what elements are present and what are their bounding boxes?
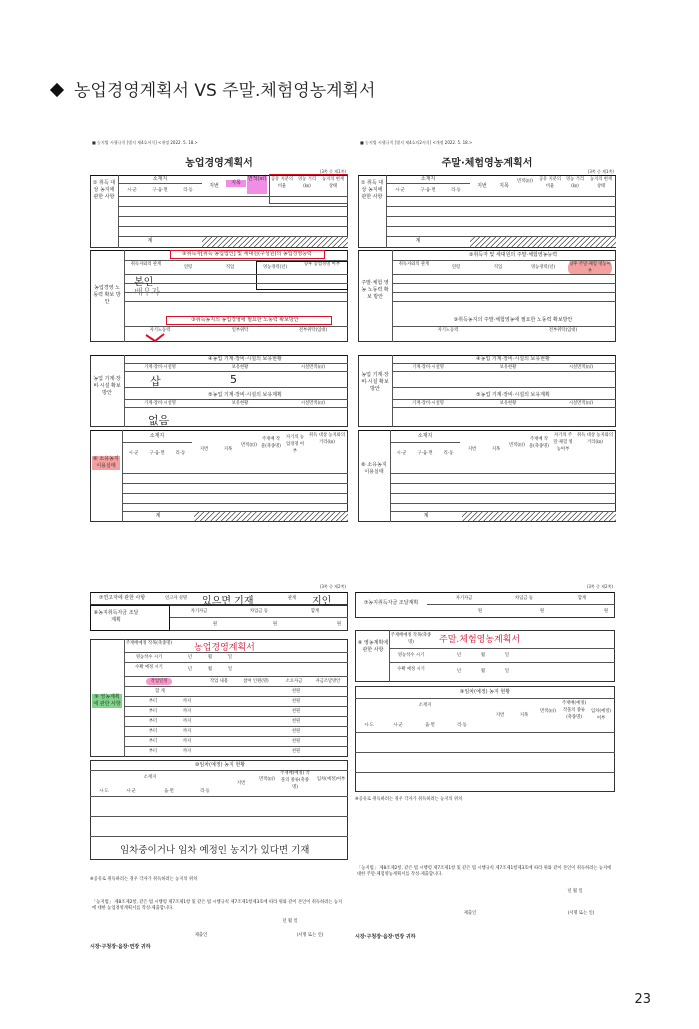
handwritten-none: 없음	[148, 414, 170, 427]
hatched-area-2	[194, 512, 348, 521]
col-ri-dong: 리·동	[183, 188, 193, 193]
col-loan: 차입금 등	[515, 596, 533, 601]
date-line: 년 월 일	[567, 889, 583, 894]
section-7-label: ⑦농지취득자금 조달계획	[363, 600, 419, 606]
col-gu-eup: 구·읍·면	[152, 188, 168, 193]
declaration: 「농지법」 제8조제2항, 같은 법 시행령 제7조제1항 및 같은 법 시행규칙 제7조제1항제3호에 따라 위와 같이 본인이 취득하려는 농지에 대한 농업경영계획서를 작성·제출합니다.	[92, 900, 343, 911]
col-area: 면적(㎡)	[517, 179, 533, 184]
diamond-bullet-icon	[50, 83, 64, 97]
from-4: 부터	[148, 729, 158, 734]
day-1: 일	[504, 653, 510, 658]
sign-label: (서명 또는 인)	[567, 911, 595, 916]
col-holding-2: 보유현황	[231, 401, 249, 406]
row-start-date: 영농착수 시기	[397, 653, 425, 658]
thousand-total: 천원	[291, 689, 301, 694]
col4-weekend-farming: 자기의 주말·체험 영농여부	[553, 433, 573, 452]
section-3-row2: ⑤농업 기계·장비·시설의 보유계획	[476, 392, 550, 398]
col-category: 지목	[499, 183, 509, 189]
year-1: 년	[456, 653, 462, 658]
until-5: 까지	[182, 739, 192, 744]
relation-label: 관계	[287, 596, 297, 601]
col-machine: 기계·장비·시설명	[412, 365, 444, 370]
col-total: 합계	[310, 609, 320, 614]
col9-ri-dong: 리·동	[457, 723, 467, 728]
col-machine-2: 기계·장비·시설명	[144, 401, 176, 406]
hatched-area	[470, 237, 616, 247]
section-2-row2: ③취득농지의 주말·체험영농에 필요한 노동력 확보방안	[453, 317, 573, 323]
form-header-note: ■ 농지법 시행규칙 [별지 제4호의2서식] <개정 2022. 5. 18.>	[360, 140, 473, 145]
col10-location: 소재지	[143, 775, 157, 780]
total-label-2: 계	[423, 513, 429, 519]
common-note: ※공유로 취득하려는 경우 각자가 취득하려는 농지의 위치	[355, 797, 463, 802]
col4-gu-eup: 구·읍·면	[149, 451, 165, 456]
weekend-farming-plan-form	[358, 140, 616, 525]
col4-lot: 지번	[467, 447, 477, 452]
total-label-2: 계	[155, 513, 161, 519]
highlight-share-distance-status	[269, 174, 348, 204]
col4-si-gun: 시·군	[128, 451, 139, 456]
col4-self-farming: 자기의 농업경영 여부	[286, 435, 304, 454]
until-6: 까지	[182, 749, 192, 754]
col10-ri-dong: 리·동	[200, 789, 210, 794]
from-6: 부터	[148, 749, 158, 754]
submitter-label: 제출인	[463, 911, 477, 916]
col-future-weekend-farming: 향후 주말·체험 영농여부	[569, 262, 611, 274]
col4-area: 면적(㎡)	[241, 443, 257, 448]
thousand-6: 천원	[291, 749, 301, 754]
thousand-5: 천원	[291, 739, 301, 744]
month-2: 월	[207, 667, 213, 672]
col-lot: 지번	[477, 183, 487, 189]
col-relation: 취득자와의 관계	[398, 262, 430, 267]
col9-eup-myeon: 읍·면	[425, 723, 435, 728]
handwritten-self: 본인	[134, 277, 154, 288]
farm-management-plan-form	[90, 140, 348, 525]
recipient: 시장·구청장·읍장·면장 귀하	[90, 944, 151, 950]
won-2: 원	[539, 609, 545, 614]
col-area: 면적(㎡)	[247, 176, 267, 194]
col-job: 직업	[225, 265, 235, 270]
col4-si-gun: 시·군	[396, 451, 407, 456]
col4-category: 지목	[223, 447, 233, 452]
highlight-experience-future	[256, 261, 348, 290]
year-2: 년	[187, 667, 193, 672]
col-age: 연령	[183, 265, 193, 270]
day-2: 일	[227, 667, 233, 672]
handwritten-lease-note: 임차중이거나 임차 예정인 농지가 있다면 기재	[120, 845, 310, 856]
col9-category: 지목	[519, 713, 529, 718]
year-1: 년	[187, 655, 193, 660]
col-loan: 차입금 등	[250, 609, 268, 614]
col-holding: 보유현황	[499, 365, 517, 370]
won-3: 원	[603, 609, 609, 614]
until-2: 까지	[182, 709, 192, 714]
col-facility-area: 시설면적(㎡)	[568, 365, 594, 370]
col-job: 직업	[493, 265, 503, 270]
col-age: 연령	[451, 265, 461, 270]
handwritten-acquaintance: 지인	[312, 596, 332, 607]
col10-lease: 임차(예정)여부	[316, 777, 346, 782]
col10-si-gun: 시·군	[126, 789, 136, 794]
row-main-crop: 주재배예정 작목(축종명)	[390, 633, 432, 645]
form-title: 농업경영계획서	[185, 158, 253, 169]
col-partial-consign: 일부위탁	[231, 328, 249, 333]
page-number: 23	[634, 992, 651, 1007]
col-cost: 소요자금	[285, 679, 303, 684]
highlight-capability	[170, 250, 325, 259]
col4-category: 지목	[491, 447, 501, 452]
col-future-farming: 향후 농업경영 여부	[304, 262, 340, 267]
col4-crop: 주재배 작물(축종명)	[529, 437, 549, 449]
thousand-1: 천원	[291, 699, 301, 704]
section-4-label: ⑥ 소유농지 이용실태	[93, 456, 119, 469]
until-1: 까지	[182, 699, 192, 704]
row-schedule: 작업일정	[146, 678, 172, 685]
won-1: 원	[477, 609, 483, 614]
col-share: 공유 지분의 비율	[538, 177, 562, 189]
relative-label: ⑦연고자에 관한 사항	[98, 595, 146, 601]
highlight-labor	[166, 316, 332, 325]
section-4-label: ⑥ 소유농지 이용실태	[361, 462, 387, 475]
declaration: 「농지법」 제8조제2항, 같은 법 시행령 제7조제1항 및 같은 법 시행규칙 제7조제1항제3호에 따라 위와 같이 본인이 취득하려는 농지에 대한 주말·체험영농계획서를 작성·제출합니다.	[357, 866, 612, 877]
col-facility-area: 시설면적(㎡)	[300, 365, 326, 370]
col-distance: 영농 거리(㎞)	[298, 177, 316, 189]
col-category: 지목	[226, 180, 246, 187]
col-own-funds: 자기자금	[190, 609, 208, 614]
col-own-funds: 자기자금	[455, 596, 473, 601]
section-2-label: 주말·체험 영농 노동력 확보 방안	[361, 280, 389, 300]
handwritten-shovel: 삽	[150, 375, 161, 388]
from-5: 부터	[148, 739, 158, 744]
col-lot: 지번	[209, 183, 219, 189]
won-3: 원	[336, 622, 342, 627]
col-gu-eup: 구·읍·면	[420, 188, 436, 193]
common-note: ※공유로 취득하려는 경우 각자가 취득하려는 농지의 위치	[90, 877, 198, 882]
day-1: 일	[227, 655, 233, 660]
col9-si-gun: 시·군	[393, 723, 403, 728]
month-1: 월	[480, 653, 486, 658]
col9-crop: 주재배(예정) 작물의 종류(축종명)	[561, 701, 587, 720]
recipient: 시장·구청장·읍장·면장 귀하	[355, 934, 416, 940]
handwritten-count: 5	[230, 373, 237, 386]
from-1: 부터	[148, 699, 158, 704]
thousand-2: 천원	[291, 709, 301, 714]
day-2: 일	[504, 669, 510, 674]
month-1: 월	[207, 655, 213, 660]
section-8-label: ⑧농지취득자금 조달계획	[93, 610, 139, 623]
col4-location: 소재지	[149, 433, 165, 439]
col4-ri-dong: 리·동	[443, 451, 454, 456]
col-full-consign: 전부위탁(임대)	[298, 328, 328, 333]
col9-lot: 지번	[495, 713, 505, 718]
col4-lot: 지번	[199, 447, 209, 452]
col4-area: 면적(㎡)	[509, 443, 525, 448]
col10-eup-myeon: 읍·면	[164, 789, 174, 794]
col-location: 소재지	[152, 176, 168, 182]
checkmark-icon	[144, 333, 166, 343]
page-note: (3쪽 중 제1쪽)	[587, 169, 614, 174]
won-2: 원	[272, 622, 278, 627]
col-holding-2: 보유현황	[499, 401, 517, 406]
highlight-funds	[90, 605, 170, 631]
row-main-crop: 주재배예정 작목(축종명)	[125, 641, 173, 646]
col-self-labor: 자기노동력	[149, 328, 171, 333]
section-3-row1: ④농업 기계·장비·시설의 보유현황	[476, 356, 550, 362]
col-status: 농지의 현재 상태	[321, 177, 345, 189]
relative-name-label: 연고자 성명	[164, 596, 188, 601]
total-label: 계	[415, 238, 421, 244]
col-share: 공유 지분의 비율	[270, 177, 294, 189]
col10-area: 면적(㎡)	[259, 777, 275, 782]
col-relation: 취득자와의 관계	[130, 262, 162, 267]
heading-text: 농업경영계획서 VS 주말.체험영농계획서	[74, 81, 376, 101]
section-2-label: 농업경영 노동력 확보 방안	[93, 285, 121, 305]
page-note: (3쪽 중 제2쪽)	[586, 584, 613, 589]
handwritten-plan: 주말.체험영농계획서	[439, 635, 521, 645]
section-2-row1: ②취득자[취득 농업법인] 및 세대원(구성원)의 농업경영능력	[182, 251, 312, 257]
handwritten-if-any: 있으면 기재	[202, 596, 254, 607]
col9-location: 소재지	[418, 703, 432, 708]
handwritten-spouse: 배우자	[134, 288, 161, 298]
date-line: 년 월 일	[282, 919, 298, 924]
sign-label: (서명 또는 인)	[296, 933, 324, 938]
row-start-date: 영농착수 시기	[135, 655, 163, 660]
col-ri-dong: 리·동	[451, 188, 461, 193]
year-2: 년	[456, 669, 462, 674]
col10-si-do: 시·도	[99, 789, 109, 794]
section-9-label: ⑨ 영농계획에 관한 사항	[93, 694, 121, 707]
page-heading	[52, 76, 375, 101]
col-self-labor: 자기노동력	[437, 328, 459, 333]
col-total: 합계	[577, 596, 587, 601]
section-10-label: ⑩임차(예정) 농지 현황	[194, 762, 246, 768]
col-location: 소재지	[420, 176, 436, 182]
col-holding: 보유현황	[231, 365, 249, 370]
col-funding: 자금조달방안	[315, 679, 341, 684]
col4-distance: 취득 대상 농지와의 거리(㎞)	[577, 433, 613, 445]
section-3-row1: ④농업 기계·장비·시설의 보유현황	[208, 356, 282, 362]
section-3-label: 농업 기계·장비·시설 확보 방안	[93, 376, 121, 396]
page-note: (3쪽 중 제2쪽)	[319, 584, 346, 589]
handwritten-plan: 농업경영계획서	[194, 643, 255, 653]
col4-gu-eup: 구·읍·면	[417, 451, 433, 456]
col10-lot: 지번	[236, 781, 246, 786]
col-si-gun: 시·군	[395, 188, 405, 193]
col-work: 작업 내용	[210, 679, 228, 684]
section-9-label: ⑨임차(예정) 농지 현황	[459, 689, 511, 695]
form-title: 주말·체험영농계획서	[441, 158, 533, 169]
section-3-row2: ⑤농업 기계·장비·시설의 보유계획	[208, 392, 282, 398]
hatched-area	[202, 237, 348, 247]
section-2-row2: ③취득농지의 농업경영에 필요한 노동력 확보방안	[191, 317, 299, 323]
col-facility-area-2: 시설면적(㎡)	[568, 401, 594, 406]
schedule-total: 합 계	[155, 689, 165, 694]
row-harvest-date: 수확 예정 시기	[135, 665, 163, 670]
col4-location: 소재지	[417, 433, 433, 439]
month-2: 월	[480, 669, 486, 674]
col9-si-do: 시·도	[364, 723, 374, 728]
section-8-label: ⑧ 영농계획에 관한 사항	[357, 640, 389, 653]
section-2-row1: ②취득자 및 세대원의 주말·체험영농능력	[468, 252, 558, 258]
col4-distance: 취득 대상 농지와의 거리(㎞)	[309, 433, 345, 445]
row-harvest-date: 수확 예정 시기	[397, 667, 425, 672]
farm-management-plan-page2	[90, 584, 348, 956]
hatched-area-2	[462, 512, 616, 521]
col-experience: 영농경력(년)	[262, 265, 288, 270]
until-3: 까지	[182, 719, 192, 724]
page-note: (3쪽 중 제1쪽)	[319, 169, 346, 174]
col-full-consign: 전부위탁(임대)	[548, 328, 578, 333]
until-4: 까지	[182, 729, 192, 734]
from-2: 부터	[148, 709, 158, 714]
thousand-4: 천원	[291, 729, 301, 734]
col9-area: 면적(㎡)	[540, 709, 556, 714]
thousand-3: 천원	[291, 719, 301, 724]
col-status: 농지의 현재 상태	[589, 177, 613, 189]
weekend-farming-plan-page2	[355, 584, 615, 956]
section-1-label: ① 취득 대상 농지에 관한 사항	[360, 180, 384, 200]
col-distance: 영농 거리(㎞)	[566, 177, 584, 189]
section-3-label: 농업 기계·장비·시설 확보 방안	[361, 372, 389, 392]
col-machine-2: 기계·장비·시설명	[412, 401, 444, 406]
col-machine: 기계·장비·시설명	[144, 365, 176, 370]
from-3: 부터	[148, 719, 158, 724]
total-label: 계	[147, 238, 153, 244]
col-experience: 영농경력(년)	[530, 265, 556, 270]
col4-ri-dong: 리·동	[175, 451, 186, 456]
section-1-label: ① 취득 대상 농지에 관한 사항	[92, 180, 116, 200]
col-si-gun: 시·군	[127, 188, 137, 193]
form-header-note: ■ 농지법 시행규칙 [별지 제4호서식] <개정 2022. 5. 18.>	[92, 140, 198, 145]
col4-crop: 주재배 작물(축종명)	[261, 437, 281, 449]
col-people: 참여 인원(명)	[243, 679, 269, 684]
col9-lease: 임차(예정) 여부	[591, 709, 611, 721]
submitter-label: 제출인	[194, 933, 208, 938]
col-facility-area-2: 시설면적(㎡)	[300, 401, 326, 406]
col10-crop: 주재배(예정) 작물의 종류(축종명)	[280, 771, 310, 790]
won-1: 원	[212, 622, 218, 627]
